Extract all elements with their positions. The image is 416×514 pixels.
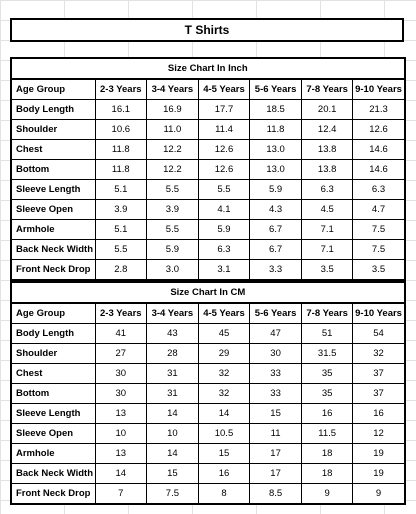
- table-cell: 54: [353, 324, 405, 344]
- column-header: 3-4 Years: [147, 303, 199, 324]
- table-cell: 12.6: [353, 120, 405, 140]
- table-row: [11, 484, 405, 505]
- table-cell: 16: [198, 464, 250, 484]
- table-cell: 4.5: [301, 200, 353, 220]
- table-row: [11, 344, 405, 364]
- table-cell: 5.5: [147, 220, 199, 240]
- column-header: 5-6 Years: [250, 79, 302, 100]
- table-row: [11, 324, 405, 344]
- table-cell: 30: [95, 384, 147, 404]
- table-cell: 16: [353, 404, 405, 424]
- column-header: 2-3 Years: [95, 303, 147, 324]
- table-row: [11, 120, 405, 140]
- table-row: [11, 424, 405, 444]
- table-cell: 51: [301, 324, 353, 344]
- column-header: 7-8 Years: [301, 303, 353, 324]
- table-cell: 45: [198, 324, 250, 344]
- table-cell: 6.3: [353, 180, 405, 200]
- table-cell: 7.5: [147, 484, 199, 505]
- table-cell: 32: [353, 344, 405, 364]
- table-row: [11, 404, 405, 424]
- row-label: Front Neck Drop: [11, 260, 95, 281]
- table-cell: 12.4: [301, 120, 353, 140]
- table-header-row: [11, 303, 405, 324]
- row-label: Bottom: [11, 384, 95, 404]
- row-label: Sleeve Length: [11, 404, 95, 424]
- table-row: [11, 240, 405, 260]
- table-cell: 5.5: [95, 240, 147, 260]
- table-cell: 14: [95, 464, 147, 484]
- table-row: [11, 180, 405, 200]
- table-row: [11, 444, 405, 464]
- table-cell: 3.0: [147, 260, 199, 281]
- table-cell: 5.9: [250, 180, 302, 200]
- table-cell: 12.6: [198, 140, 250, 160]
- table-cell: 4.7: [353, 200, 405, 220]
- table-cell: 16.1: [95, 100, 147, 120]
- table-cell: 20.1: [301, 100, 353, 120]
- table-cell: 7.1: [301, 220, 353, 240]
- column-header: 4-5 Years: [198, 303, 250, 324]
- table-cell: 31: [147, 364, 199, 384]
- table-cell: 2.8: [95, 260, 147, 281]
- table-cell: 13.0: [250, 140, 302, 160]
- table-cell: 18: [301, 464, 353, 484]
- table-cell: 12: [353, 424, 405, 444]
- table-cell: 7: [95, 484, 147, 505]
- page-title: T Shirts: [10, 18, 404, 42]
- table-row: [11, 200, 405, 220]
- table-cell: 9: [353, 484, 405, 505]
- table-cell: 11.8: [95, 140, 147, 160]
- table-cell: 12.6: [198, 160, 250, 180]
- table-cell: 37: [353, 364, 405, 384]
- table-cell: 11.0: [147, 120, 199, 140]
- column-header: Age Group: [11, 79, 95, 100]
- table-cell: 7.5: [353, 220, 405, 240]
- table-cell: 35: [301, 364, 353, 384]
- table-cell: 14.6: [353, 140, 405, 160]
- table-cell: 5.1: [95, 220, 147, 240]
- table-cell: 27: [95, 344, 147, 364]
- table-cell: 31: [147, 384, 199, 404]
- table-cell: 5.1: [95, 180, 147, 200]
- table-cell: 13.8: [301, 160, 353, 180]
- table-cell: 6.3: [301, 180, 353, 200]
- table-row: [11, 100, 405, 120]
- table-row: [11, 384, 405, 404]
- table-cell: 16: [301, 404, 353, 424]
- column-header: 9-10 Years: [353, 79, 405, 100]
- table-cell: 11.4: [198, 120, 250, 140]
- column-header: 7-8 Years: [301, 79, 353, 100]
- table-cell: 12.2: [147, 140, 199, 160]
- table-cell: 17: [250, 464, 302, 484]
- table-caption: Size Chart In Inch: [11, 58, 405, 79]
- column-header: 2-3 Years: [95, 79, 147, 100]
- table-cell: 11.8: [95, 160, 147, 180]
- column-header: 3-4 Years: [147, 79, 199, 100]
- table-cell: 32: [198, 364, 250, 384]
- table-caption-row: [11, 58, 405, 79]
- table-cell: 4.1: [198, 200, 250, 220]
- table-cell: 21.3: [353, 100, 405, 120]
- table-cell: 3.5: [301, 260, 353, 281]
- table-cell: 41: [95, 324, 147, 344]
- table-cell: 30: [250, 344, 302, 364]
- table-cell: 47: [250, 324, 302, 344]
- table-cell: 14: [147, 404, 199, 424]
- row-label: Shoulder: [11, 344, 95, 364]
- table-cell: 19: [353, 464, 405, 484]
- table-cell: 30: [95, 364, 147, 384]
- row-label: Sleeve Length: [11, 180, 95, 200]
- row-label: Sleeve Open: [11, 200, 95, 220]
- row-label: Front Neck Drop: [11, 484, 95, 505]
- table-cell: 5.5: [198, 180, 250, 200]
- size-chart-cm-table: [10, 281, 406, 505]
- table-cell: 19: [353, 444, 405, 464]
- table-row: [11, 260, 405, 281]
- size-chart-inch-table: [10, 57, 406, 281]
- table-cell: 18.5: [250, 100, 302, 120]
- table-caption-row: [11, 282, 405, 303]
- table-caption: Size Chart In CM: [11, 282, 405, 303]
- row-label: Body Length: [11, 324, 95, 344]
- table-row: [11, 220, 405, 240]
- table-cell: 14: [198, 404, 250, 424]
- table-cell: 10: [95, 424, 147, 444]
- table-cell: 11: [250, 424, 302, 444]
- table-cell: 10: [147, 424, 199, 444]
- table-cell: 9: [301, 484, 353, 505]
- column-header: 9-10 Years: [353, 303, 405, 324]
- table-cell: 13: [95, 444, 147, 464]
- table-cell: 17: [250, 444, 302, 464]
- table-row: [11, 160, 405, 180]
- table-cell: 15: [147, 464, 199, 484]
- table-cell: 14.6: [353, 160, 405, 180]
- table-cell: 3.1: [198, 260, 250, 281]
- table-cell: 6.7: [250, 220, 302, 240]
- row-label: Bottom: [11, 160, 95, 180]
- table-cell: 6.3: [198, 240, 250, 260]
- row-label: Armhole: [11, 220, 95, 240]
- table-header-row: [11, 79, 405, 100]
- table-cell: 8.5: [250, 484, 302, 505]
- table-cell: 13.8: [301, 140, 353, 160]
- table-cell: 3.9: [95, 200, 147, 220]
- row-label: Back Neck Width: [11, 464, 95, 484]
- row-label: Chest: [11, 140, 95, 160]
- table-cell: 15: [198, 444, 250, 464]
- row-label: Armhole: [11, 444, 95, 464]
- row-label: Shoulder: [11, 120, 95, 140]
- table-cell: 5.5: [147, 180, 199, 200]
- table-cell: 10.6: [95, 120, 147, 140]
- table-cell: 18: [301, 444, 353, 464]
- table-cell: 31.5: [301, 344, 353, 364]
- table-row: [11, 140, 405, 160]
- table-cell: 15: [250, 404, 302, 424]
- table-cell: 7.1: [301, 240, 353, 260]
- table-cell: 17.7: [198, 100, 250, 120]
- table-cell: 43: [147, 324, 199, 344]
- table-cell: 16.9: [147, 100, 199, 120]
- table-cell: 11.5: [301, 424, 353, 444]
- table-cell: 33: [250, 384, 302, 404]
- table-cell: 3.5: [353, 260, 405, 281]
- table-cell: 35: [301, 384, 353, 404]
- table-row: [11, 464, 405, 484]
- table-cell: 29: [198, 344, 250, 364]
- table-cell: 33: [250, 364, 302, 384]
- table-cell: 11.8: [250, 120, 302, 140]
- table-cell: 13: [95, 404, 147, 424]
- table-cell: 3.9: [147, 200, 199, 220]
- table-cell: 28: [147, 344, 199, 364]
- table-cell: 13.0: [250, 160, 302, 180]
- table-cell: 37: [353, 384, 405, 404]
- column-header: 5-6 Years: [250, 303, 302, 324]
- column-header: 4-5 Years: [198, 79, 250, 100]
- table-cell: 5.9: [147, 240, 199, 260]
- column-header: Age Group: [11, 303, 95, 324]
- table-cell: 7.5: [353, 240, 405, 260]
- table-row: [11, 364, 405, 384]
- table-cell: 12.2: [147, 160, 199, 180]
- row-label: Sleeve Open: [11, 424, 95, 444]
- row-label: Body Length: [11, 100, 95, 120]
- table-cell: 6.7: [250, 240, 302, 260]
- row-label: Chest: [11, 364, 95, 384]
- table-cell: 3.3: [250, 260, 302, 281]
- table-cell: 5.9: [198, 220, 250, 240]
- table-cell: 32: [198, 384, 250, 404]
- table-cell: 8: [198, 484, 250, 505]
- row-label: Back Neck Width: [11, 240, 95, 260]
- table-cell: 14: [147, 444, 199, 464]
- table-cell: 4.3: [250, 200, 302, 220]
- table-cell: 10.5: [198, 424, 250, 444]
